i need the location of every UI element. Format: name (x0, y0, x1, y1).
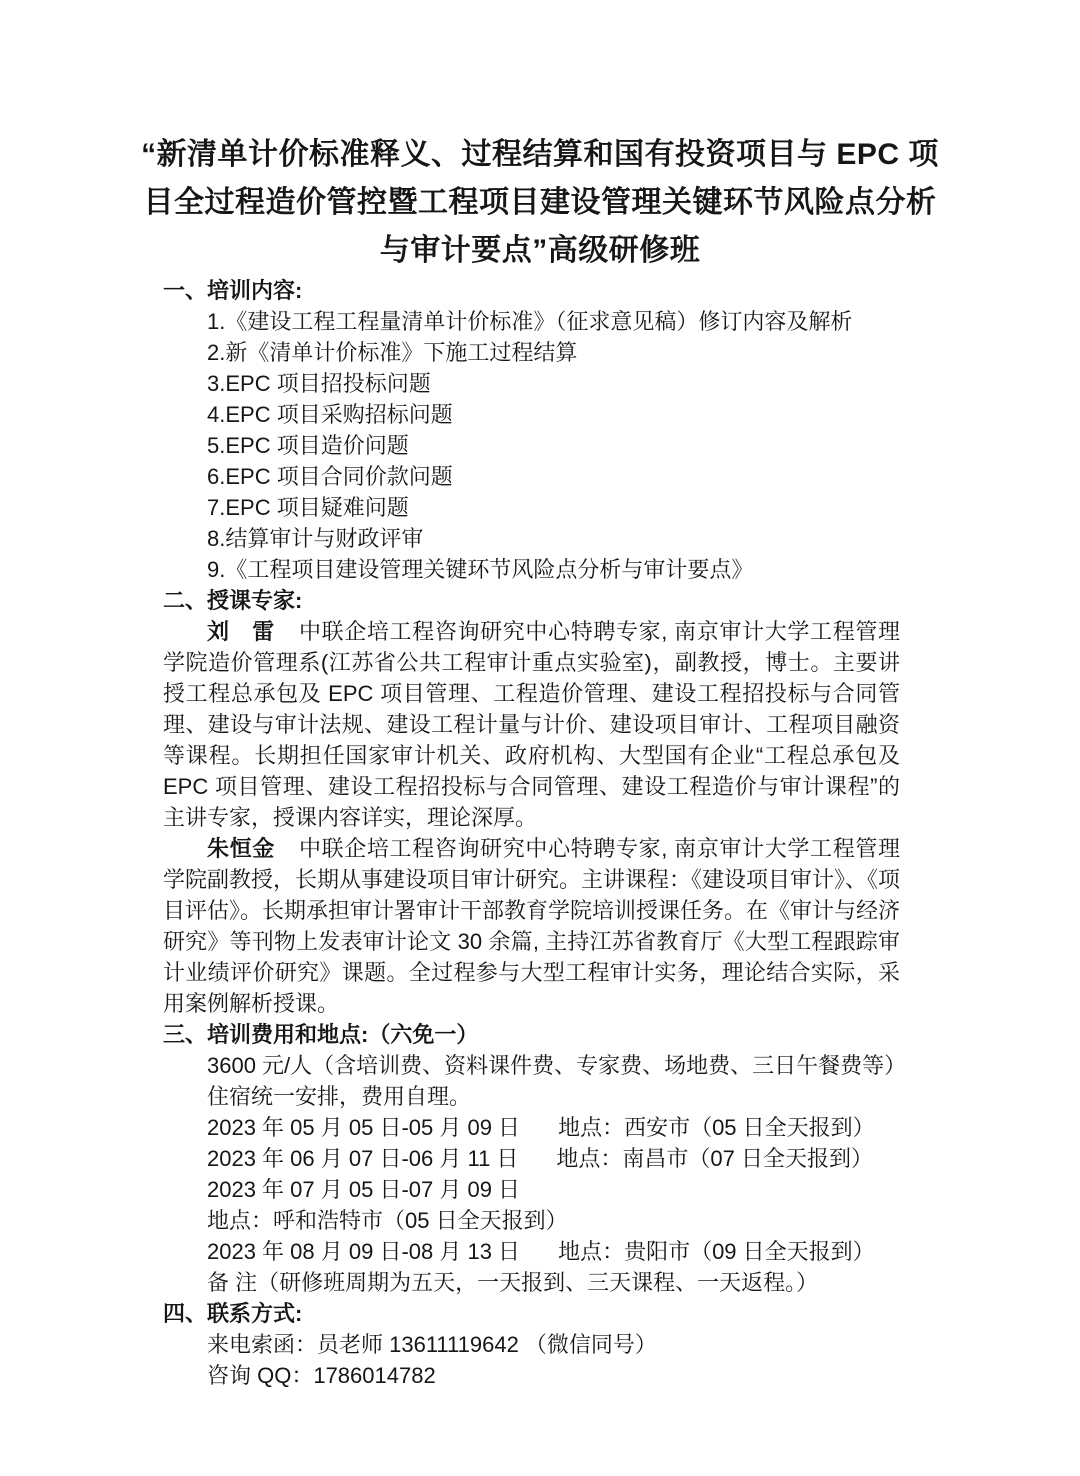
schedule-row (163, 1143, 900, 1174)
expert-bio-text: 中联企培工程咨询研究中心特聘专家, 南京审计大学工程管理学院造价管理系(江苏省公共工程审计重点实验室)，副教授，博士。主要讲授工程总承包及 EPC 项目管理、工程造价管理、建设工程招投标与合同管理、建设与审计法规、建设工程计量与计价、建设项目审计、工程项目融资等课程。长期担任国家审计机关、政府机构、大型国有企业“工程总承包及 EPC 项目管理、建设工程招投标与合同管理、建设工程造价与审计课程”的主讲专家，授课内容详实，理论深厚。 (163, 619, 900, 830)
document-title: “新清单计价标准释义、过程结算和国有投资项目与 EPC 项目全过程造价管控暨工程项目建设管理关键环节风险点分析与审计要点”高级研修班 (141, 138, 939, 267)
schedule-row (163, 1112, 900, 1143)
training-content-item: 8.结算审计与财政评审 (207, 526, 424, 551)
training-content-item: 7.EPC 项目疑难问题 (207, 495, 409, 520)
expert-name: 朱恒金 (207, 836, 275, 861)
section-3-heading: 三、培训费用和地点:（六免一） (163, 1022, 479, 1047)
section-1-heading: 一、培训内容: (163, 278, 303, 303)
schedule-location: 地点：南昌市（07 日全天报到） (556, 1146, 874, 1171)
document-body (163, 275, 907, 1391)
section-2-heading: 二、授课专家: (163, 588, 303, 613)
expert-bio-paragraph (163, 833, 900, 1019)
expert-bio-text: 中联企培工程咨询研究中心特聘专家, 南京审计大学工程管理学院副教授，长期从事建设项目审计研究。主讲课程：《建设项目审计》、《项目评估》。长期承担审计署审计干部教育学院培训授课任务。在《审计与经济研究》等刊物上发表审计论文 30 余篇, 主持江苏省教育厅《大型工程跟踪审计业绩评价研究》课题。全过程参与大型工程审计实务，理论结合实际，采用案例解析授课。 (163, 836, 901, 1016)
contact-qq-line: 咨询 QQ：1786014782 (207, 1363, 436, 1388)
schedule-location: 地点：呼和浩特市（05 日全天报到） (207, 1208, 568, 1233)
schedule-dates: 2023 年 06 月 07 日-06 月 11 日 (207, 1146, 519, 1171)
training-content-item: 6.EPC 项目合同价款问题 (207, 464, 453, 489)
schedule-dates: 2023 年 08 月 09 日-08 月 13 日 (207, 1239, 521, 1264)
expert-name: 刘 雷 (207, 619, 275, 644)
training-content-item: 3.EPC 项目招投标问题 (207, 371, 431, 396)
lodging-line: 住宿统一安排，费用自理。 (207, 1084, 472, 1109)
schedule-note: 备 注（研修班周期为五天，一天报到、三天课程、一天返程。） (207, 1270, 819, 1295)
schedule-row (163, 1236, 900, 1267)
schedule-location: 地点：贵阳市（09 日全天报到） (558, 1239, 875, 1264)
schedule-location: 地点：西安市（05 日全天报到） (558, 1115, 875, 1140)
fee-line: 3600 元/人（含培训费、资料课件费、专家费、场地费、三日午餐费等） (207, 1053, 907, 1078)
schedule-dates: 2023 年 07 月 05 日-07 月 09 日 (207, 1177, 521, 1202)
training-content-item: 9.《工程项目建设管理关键环节风险点分析与审计要点》 (207, 557, 754, 582)
training-content-item: 4.EPC 项目采购招标问题 (207, 402, 453, 427)
section-4-heading: 四、联系方式: (163, 1301, 303, 1326)
schedule-row (163, 1174, 900, 1236)
expert-bio-paragraph (163, 616, 900, 833)
training-content-item: 2.新《清单计价标准》下施工过程结算 (207, 340, 578, 365)
schedule-dates: 2023 年 05 月 05 日-05 月 09 日 (207, 1115, 521, 1140)
training-content-item: 5.EPC 项目造价问题 (207, 433, 409, 458)
contact-phone-line: 来电索函：员老师 13611119642 （微信同号） (207, 1332, 657, 1357)
training-content-item: 1.《建设工程工程量清单计价标准》（征求意见稿）修订内容及解析 (207, 309, 853, 334)
